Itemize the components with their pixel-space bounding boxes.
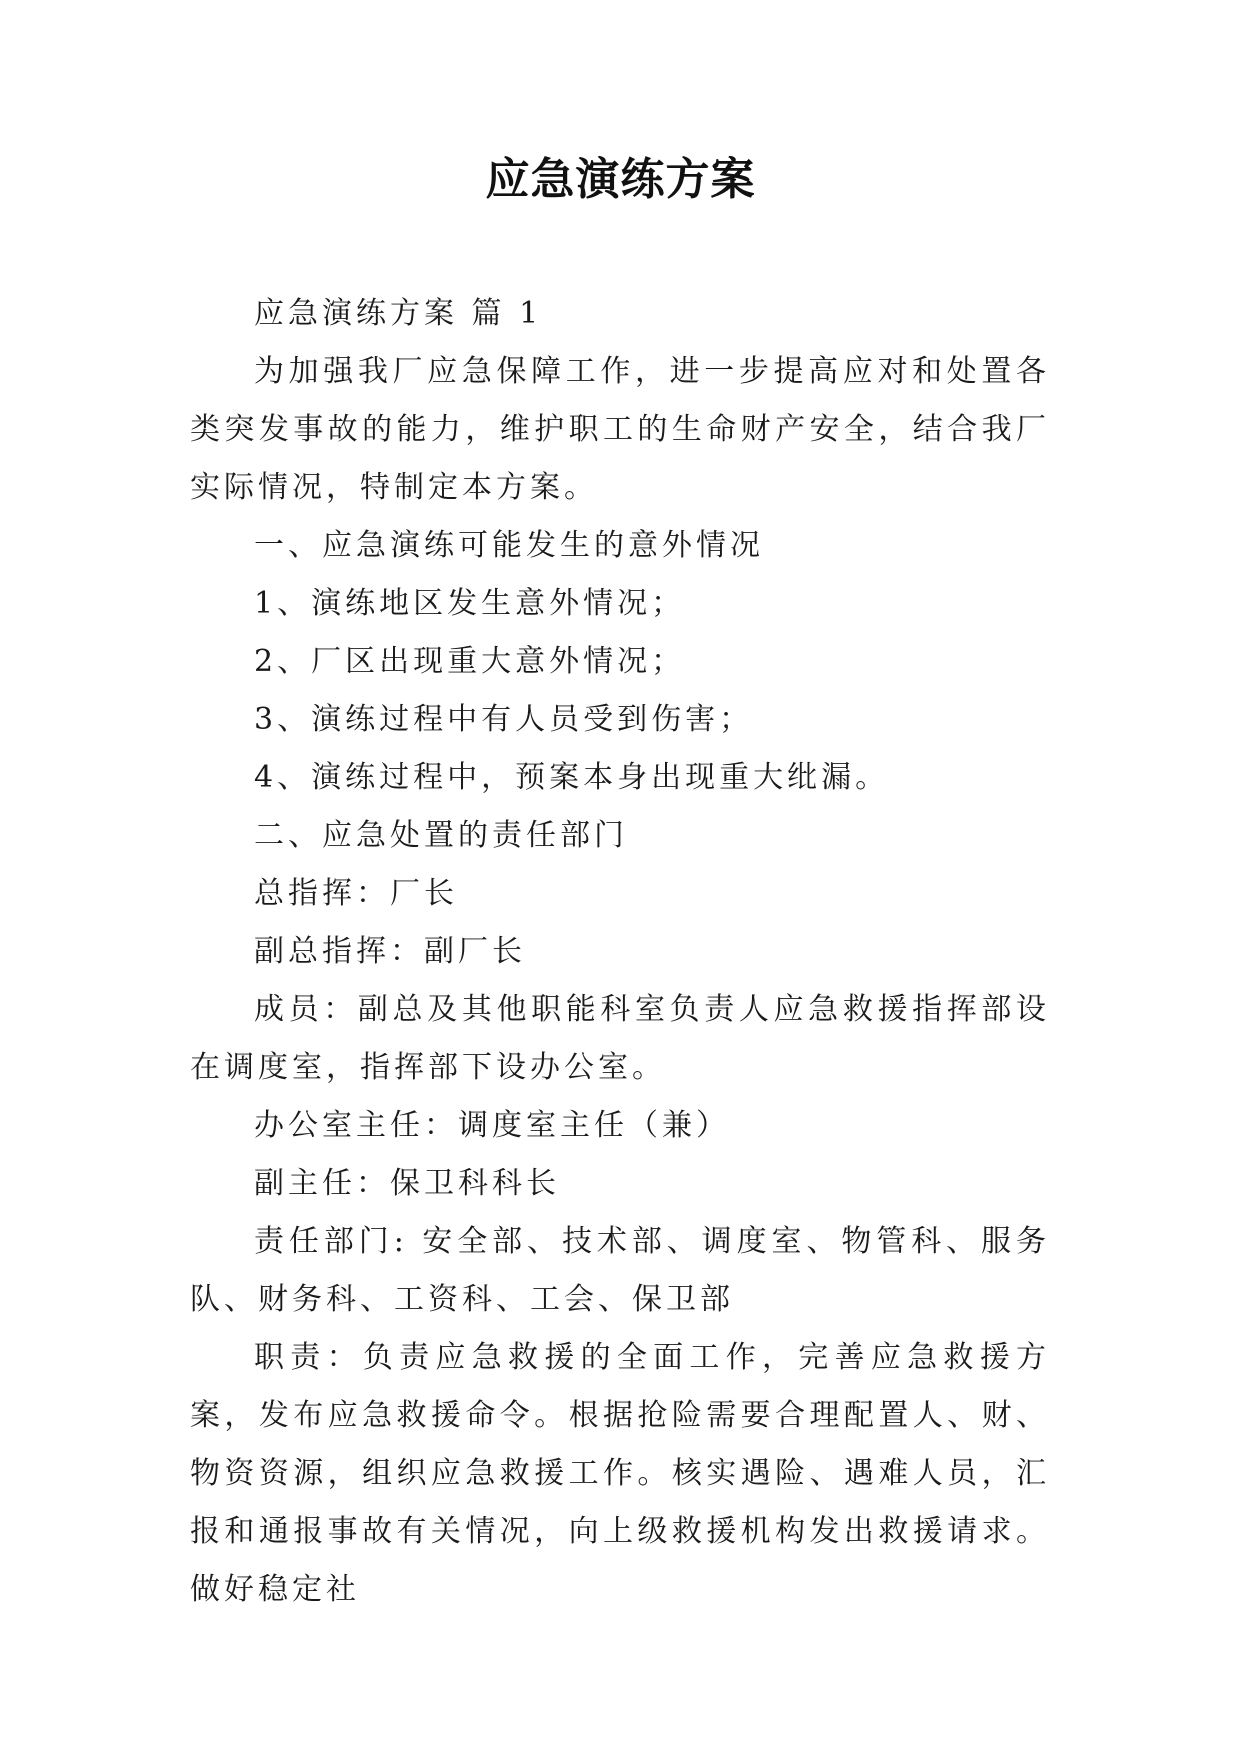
deputy-commander-line: 副总指挥：副厂长 (254, 934, 526, 969)
office-director-line: 办公室主任：调度室主任（兼） (254, 1108, 730, 1143)
list-item-3: 3、演练过程中有人员受到伤害； (254, 702, 754, 737)
list-item-4: 4、演练过程中，预案本身出现重大纰漏。 (254, 760, 890, 795)
document-title: 应急演练方案 (485, 154, 756, 205)
section-heading: 应急演练方案 篇 1 (254, 296, 543, 331)
section-heading-1: 一、应急演练可能发生的意外情况 (254, 528, 764, 563)
document-body (190, 285, 1050, 1619)
deputy-director-line: 副主任：保卫科科长 (254, 1166, 560, 1201)
list-item-1: 1、演练地区发生意外情况； (254, 586, 686, 621)
section-heading-2: 二、应急处置的责任部门 (254, 818, 628, 853)
list-item-2: 2、厂区出现重大意外情况； (254, 644, 686, 679)
departments-paragraph: 责任部门: 安全部、技术部、调度室、物管科、服务队、财务科、工资科、工会、保卫部 (190, 1224, 1050, 1317)
duties-paragraph: 职责：负责应急救援的全面工作，完善应急救援方案，发布应急救援命令。根据抢险需要合理配置人、财、物资资源，组织应急救援工作。核实遇险、遇难人员，汇报和通报事故有关情况，向上级救援机构发出救援请求。做好稳定社 (190, 1340, 1050, 1607)
members-paragraph: 成员：副总及其他职能科室负责人应急救援指挥部设在调度室，指挥部下设办公室。 (190, 992, 1050, 1085)
intro-paragraph: 为加强我厂应急保障工作，进一步提高应对和处置各类突发事故的能力，维护职工的生命财产安全，结合我厂实际情况，特制定本方案。 (190, 354, 1050, 505)
commander-line: 总指挥：厂长 (254, 876, 458, 911)
